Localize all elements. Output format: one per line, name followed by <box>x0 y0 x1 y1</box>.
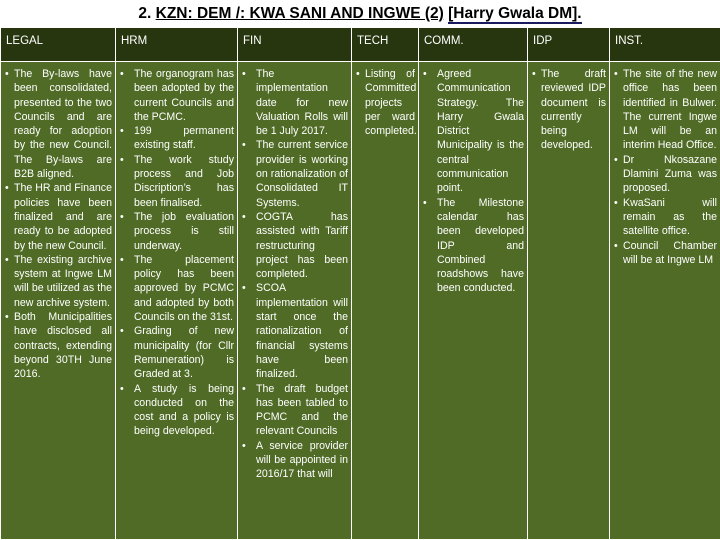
cell-legal <box>1 62 116 540</box>
header-inst: INST. <box>610 28 720 62</box>
fin-item: • The implementation date for new Valuation Rolls will be 1 July 2017. <box>242 67 348 138</box>
cell-idp <box>528 62 610 540</box>
fin-list <box>242 67 348 482</box>
fin-item: • SCOA implementation will start once the rationalization of financial systems have been finalized. <box>242 281 348 381</box>
header-row <box>1 28 720 62</box>
header-tech: TECH <box>352 28 419 62</box>
title-bar <box>0 0 720 27</box>
status-table-container <box>0 27 720 540</box>
hrm-item: • 199 permanent existing staff. <box>120 124 234 153</box>
legal-item: • The By-laws have been consolidated, presented to the two Councils and are ready for adoption by the new Council. The By-laws are B2B aligned. <box>5 67 112 181</box>
fin-item: • A service provider will be appointed in 2016/17 that will <box>242 439 348 482</box>
inst-item: • Council Chamber will be at Ingwe LM <box>614 239 717 268</box>
legal-item: • The existing archive system at Ingwe LM will be utilized as the new archive system. <box>5 253 112 310</box>
idp-item: • The draft reviewed IDP document is currently being developed. <box>532 67 606 153</box>
header-legal: LEGAL <box>1 28 116 62</box>
cell-comm <box>419 62 528 540</box>
status-table <box>0 27 720 540</box>
hrm-list <box>120 67 234 439</box>
hrm-item: • The work study process and Job Discription’s has been finalised. <box>120 153 234 210</box>
tech-item: • Listing of Committed projects per ward completed. <box>356 67 415 138</box>
fin-item: • The draft budget has been tabled to PCMC and the relevant Councils <box>242 382 348 439</box>
hrm-item: • The placement policy has been approved by PCMC and adopted by both Councils on the 31st. <box>120 253 234 324</box>
legal-item: • The HR and Finance policies have been finalized and are ready to be adopted by the new Council. <box>5 181 112 252</box>
header-comm: COMM. <box>419 28 528 62</box>
cell-fin <box>238 62 352 540</box>
fin-item: • COGTA has assisted with Tariff restructuring project has been completed. <box>242 210 348 281</box>
legal-list <box>5 67 112 382</box>
inst-item: • KwaSani will remain as the satellite office. <box>614 196 717 239</box>
hrm-item: • The organogram has been adopted by the current Councils and the PCMC. <box>120 67 234 124</box>
title-main: KZN: DEM /: KWA SANI AND INGWE (2) <box>155 5 444 22</box>
header-idp: IDP <box>528 28 610 62</box>
header-hrm: HRM <box>116 28 238 62</box>
cell-tech <box>352 62 419 540</box>
content-row <box>1 62 720 540</box>
header-fin: FIN <box>238 28 352 62</box>
comm-item: • Agreed Communication Strategy. The Harry Gwala District Municipality is the central communication point. <box>423 67 524 196</box>
comm-list <box>423 67 524 296</box>
cell-hrm <box>116 62 238 540</box>
fin-item: • The current service provider is working on rationalization of Consolidated IT Systems. <box>242 138 348 209</box>
slide-title <box>138 5 581 24</box>
hrm-item: • The job evaluation process is still underway. <box>120 210 234 253</box>
title-number: 2. <box>138 5 152 22</box>
legal-item: • Both Municipalities have disclosed all contracts, extending beyond 30TH June 2016. <box>5 310 112 381</box>
idp-list <box>532 67 606 153</box>
hrm-item: • Grading of new municipality (for Cllr Remuneration) is Graded at 3. <box>120 324 234 381</box>
inst-list <box>614 67 717 267</box>
inst-item: • The site of the new office has been identified in Bulwer. The current Ingwe LM will be an interim Head Office. <box>614 67 717 153</box>
hrm-item: • A study is being conducted on the cost and a policy is being developed. <box>120 382 234 439</box>
comm-item: • The Milestone calendar has been developed IDP and Combined roadshows have been conducted. <box>423 196 524 296</box>
title-suffix: [Harry Gwala DM]. <box>448 5 582 22</box>
inst-item: • Dr Nkosazane Dlamini Zuma was proposed. <box>614 153 717 196</box>
cell-inst <box>610 62 720 540</box>
tech-list <box>356 67 415 138</box>
